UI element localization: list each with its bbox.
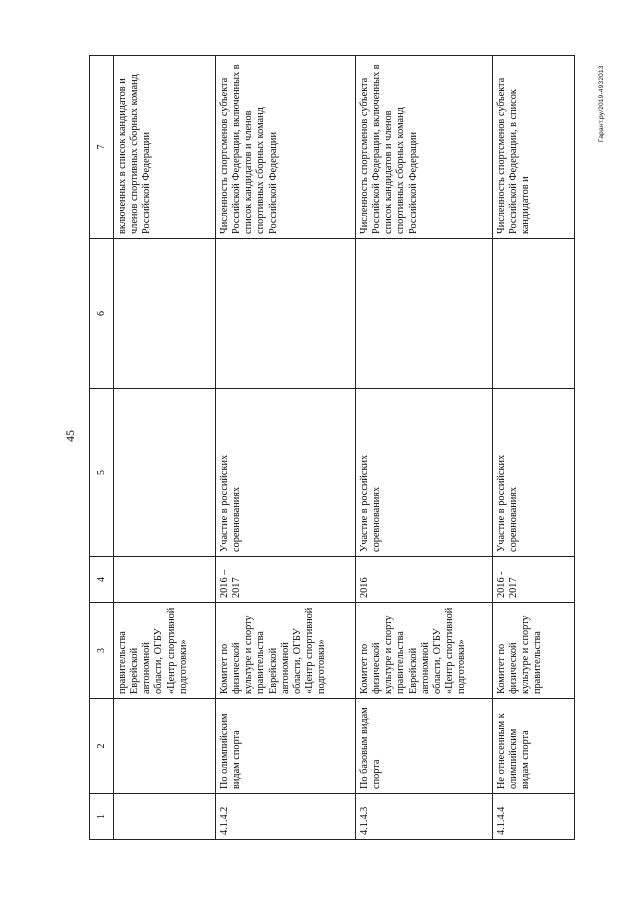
cell-number: 4.1.4.2 [216,794,356,840]
page-number: 45 [63,430,77,442]
cell-number: 4.1.4.4 [493,794,575,840]
table-row [216,56,356,840]
cell-empty [493,239,575,389]
cell-empty [216,239,356,389]
program-table [89,55,575,840]
table-header-row [90,56,114,840]
header-cell: 4 [90,557,114,603]
cell-name: По базовым видам спорта [356,699,493,794]
rotated-table-container [89,56,574,840]
header-cell: 3 [90,603,114,699]
table-row [493,56,575,840]
cell-executor: Комитет по физической культуре и спорту правительства [493,603,575,699]
cell-name [114,699,216,794]
table-row [356,56,493,840]
header-cell: 5 [90,389,114,557]
table-row [114,56,216,840]
cell-period: 2016 – 2017 [216,557,356,603]
cell-indicator: Численность спортсменов субъекта Российской Федерации, включенных в список кандидатов и членов спортивных сборных команд Российской Федерации [216,56,356,239]
cell-result: Участие в российских соревнованиях [493,389,575,557]
header-cell: 7 [90,56,114,239]
cell-period: 2016 - 2017 [493,557,575,603]
cell-executor: Комитет по физической культуре и спорту правительства Еврейской автономной области, ОГБУ «Центр спортивной подготовки» [356,603,493,699]
cell-indicator: Численность спортсменов субъекта Российской Федерации, в список кандидатов и [493,56,575,239]
cell-executor: Комитет по физической культуре и спорту правительства Еврейской автономной области, ОГБУ «Центр спортивной подготовки» [216,603,356,699]
cell-name: Не отнесенным к олимпийским видам спорта [493,699,575,794]
cell-number [114,794,216,840]
cell-number: 4.1.4.3 [356,794,493,840]
cell-period: 2016 [356,557,493,603]
cell-name: По олимпийским видам спорта [216,699,356,794]
cell-executor: правительства Еврейской автономной области, ОГБУ «Центр спортивной подготовки» [114,603,216,699]
cell-period [114,557,216,603]
header-cell: 6 [90,239,114,389]
cell-result: Участие в российских соревнованиях [216,389,356,557]
header-cell: 1 [90,794,114,840]
document-footer-code: Гарант.ру/2019-4932013 [598,65,605,142]
cell-empty [114,239,216,389]
header-cell: 2 [90,699,114,794]
cell-indicator: включенных в список кандидатов и членов спортивных сборных команд Российской Федерации [114,56,216,239]
cell-result [114,389,216,557]
cell-empty [356,239,493,389]
cell-result: Участие в российских соревнованиях [356,389,493,557]
cell-indicator: Численность спортсменов субъекта Российской Федерации, включенных в список кандидатов и членов спортивных сборных команд Российской Федерации [356,56,493,239]
